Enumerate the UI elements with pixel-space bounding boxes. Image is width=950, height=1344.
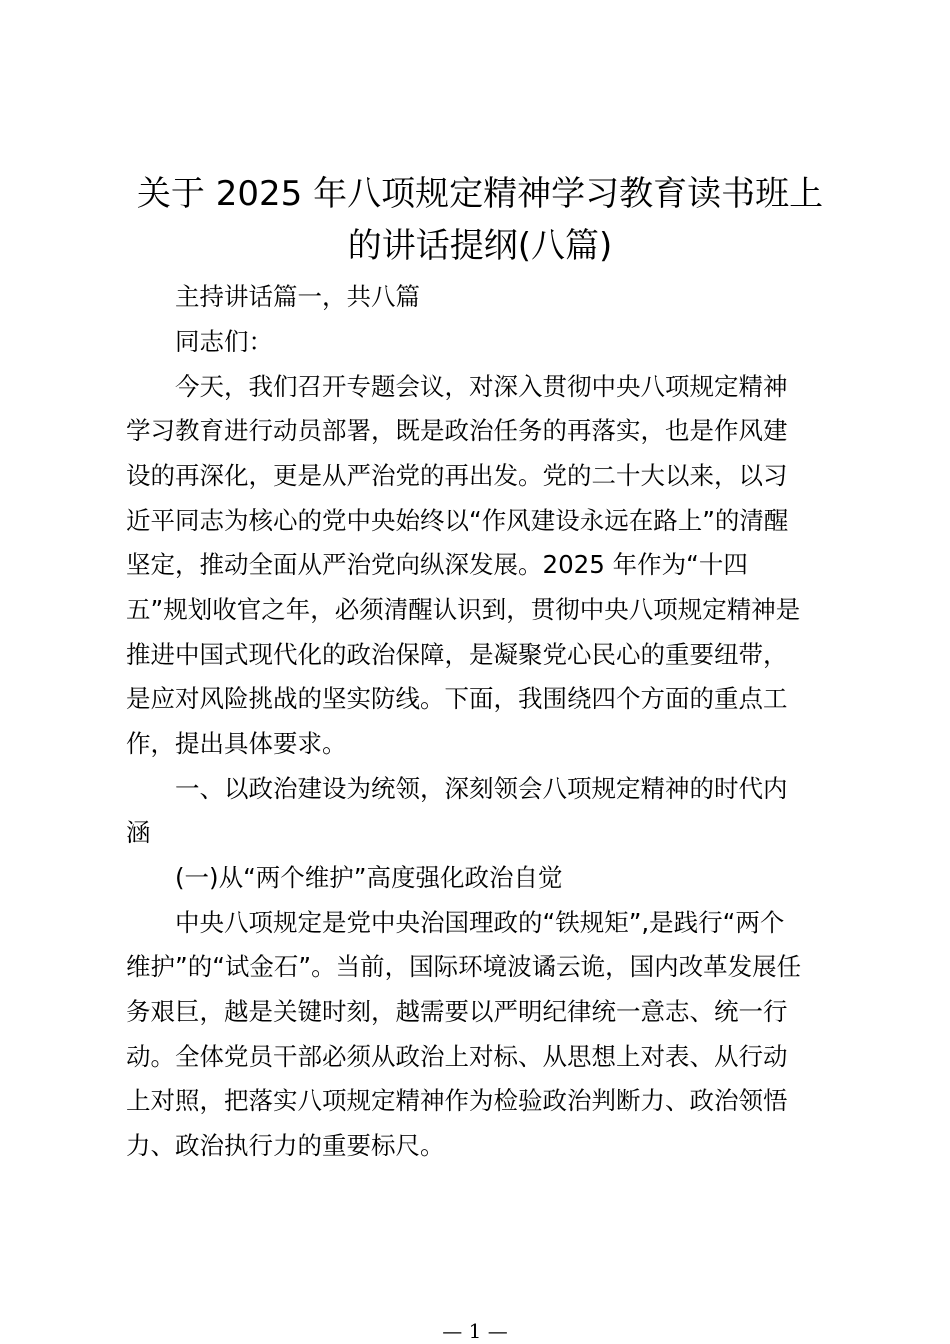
body-line: 动。全体党员干部必须从政治上对标、从思想上对表、从行动 (126, 1042, 788, 1071)
document-title-line-1: 关于 2025 年八项规定精神学习教育读书班上 (136, 174, 824, 214)
body-line: 今天，我们召开专题会议，对深入贯彻中央八项规定精神 (126, 372, 788, 401)
body-line: 是应对风险挑战的坚实防线。下面，我围绕四个方面的重点工 (126, 684, 788, 713)
body-line: 坚定，推动全面从严治党向纵深发展。2025 年作为“十四 (126, 550, 748, 579)
body-line: 作，提出具体要求。 (126, 729, 347, 758)
salutation-line: 同志们： (126, 327, 273, 356)
page-number: — 1 — (442, 1319, 508, 1343)
section-heading-line: 一、以政治建设为统领，深刻领会八项规定精神的时代内 (126, 774, 788, 803)
body-line: 力、政治执行力的重要标尺。 (126, 1131, 445, 1160)
document-title-line-2: 的讲话提纲(八篇) (347, 226, 613, 266)
body-line: 学习教育进行动员部署，既是政治任务的再落实，也是作风建 (126, 416, 788, 445)
body-line: 五”规划收官之年，必须清醒认识到，贯彻中央八项规定精神是 (126, 595, 801, 624)
body-line: 上对照，把落实八项规定精神作为检验政治判断力、政治领悟 (126, 1086, 788, 1115)
host-label-line: 主持讲话篇一，共八篇 (126, 282, 420, 311)
section-heading-line: 涵 (126, 818, 151, 847)
body-line: 设的再深化，更是从严治党的再出发。党的二十大以来，以习 (126, 461, 788, 490)
body-line: 务艰巨，越是关键时刻，越需要以严明纪律统一意志、统一行 (126, 997, 788, 1026)
body-line: 近平同志为核心的党中央始终以“作风建设永远在路上”的清醒 (126, 506, 789, 535)
subsection-heading-line: (一)从“两个维护”高度强化政治自觉 (126, 863, 563, 892)
body-line: 中央八项规定是党中央治国理政的“铁规矩”,是践行“两个 (126, 908, 785, 937)
body-line: 推进中国式现代化的政治保障，是凝聚党心民心的重要纽带， (126, 640, 788, 669)
body-line: 维护”的“试金石”。当前，国际环境波谲云诡，国内改革发展任 (126, 952, 802, 981)
